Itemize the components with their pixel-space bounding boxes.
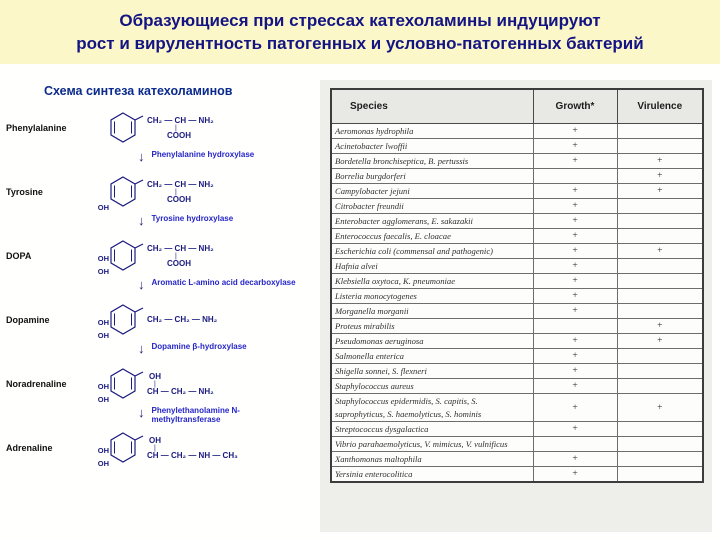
table-row [331, 169, 703, 184]
table-row [331, 124, 703, 139]
ring-oh-labels: OH [97, 203, 109, 212]
virulence-cell [617, 304, 703, 319]
species-cell: Acinetobacter lwoffii [331, 139, 533, 154]
side-chain-formula: CH₂ — CH — NH₂ | COOH [147, 180, 214, 205]
enzyme-label: Dopamine β-hydroxylase [151, 342, 247, 351]
growth-cell: + [533, 199, 617, 214]
compound-name: Tyrosine [6, 187, 43, 197]
growth-cell: + [533, 259, 617, 274]
species-cell: Xanthomonas maltophila [331, 452, 533, 467]
growth-cell [533, 319, 617, 334]
growth-cell: + [533, 364, 617, 379]
virulence-cell [617, 364, 703, 379]
table-row [331, 244, 703, 259]
species-cell: Citrobacter freundii [331, 199, 533, 214]
column-header-growth: Growth* [533, 89, 617, 124]
pathway-compound-phenylalanine [6, 106, 326, 150]
species-cell: Aeromonas hydrophila [331, 124, 533, 139]
virulence-cell [617, 467, 703, 483]
growth-cell: + [533, 467, 617, 483]
column-header-species: Species [331, 89, 533, 124]
growth-cell: + [533, 289, 617, 304]
down-arrow-icon: ↓ [138, 149, 145, 164]
side-chain-formula: OH | CH — CH₂ — NH₂ [147, 372, 214, 397]
compound-name: Adrenaline [6, 443, 53, 453]
table-row [331, 154, 703, 169]
pathway-compound-tyrosine [6, 170, 326, 214]
species-cell: Morganella morganii [331, 304, 533, 319]
slide-title-line-1: Образующиеся при стрессах катехоламины индуцируют [119, 10, 601, 30]
table-row [331, 394, 703, 422]
virulence-cell [617, 274, 703, 289]
growth-cell: + [533, 394, 617, 422]
table-row [331, 319, 703, 334]
species-table [330, 88, 704, 483]
ring-oh-labels: OH OH [97, 254, 109, 276]
virulence-cell [617, 289, 703, 304]
table-row [331, 229, 703, 244]
species-cell: Pseudomonas aeruginosa [331, 334, 533, 349]
table-row [331, 214, 703, 229]
species-cell: Escherichia coli (commensal and pathogenic) [331, 244, 533, 259]
growth-cell: + [533, 154, 617, 169]
species-cell: Proteus mirabilis [331, 319, 533, 334]
species-cell: Bordetella bronchiseptica, B. pertussis [331, 154, 533, 169]
virulence-cell [617, 349, 703, 364]
growth-cell: + [533, 139, 617, 154]
virulence-cell [617, 452, 703, 467]
species-cell: Hafnia alvei [331, 259, 533, 274]
down-arrow-icon: ↓ [138, 341, 145, 356]
benzene-ring-icon [110, 432, 144, 464]
species-cell: Vibrio parahaemolyticus, V. mimicus, V. vulnificus [331, 437, 533, 452]
virulence-cell [617, 199, 703, 214]
compound-name: Noradrenaline [6, 379, 67, 389]
growth-cell: + [533, 379, 617, 394]
growth-cell: + [533, 349, 617, 364]
virulence-cell: + [617, 169, 703, 184]
growth-cell: + [533, 184, 617, 199]
species-cell: Campylobacter jejuni [331, 184, 533, 199]
table-row [331, 364, 703, 379]
growth-cell: + [533, 334, 617, 349]
pathway-compound-dopamine [6, 298, 326, 342]
column-header-virulence: Virulence [617, 89, 703, 124]
slide-title [0, 0, 720, 64]
table-row [331, 452, 703, 467]
growth-cell: + [533, 229, 617, 244]
side-chain-formula: CH₂ — CH — NH₂ | COOH [147, 116, 214, 141]
virulence-cell [617, 214, 703, 229]
ring-oh-labels: OH OH [97, 318, 109, 340]
virulence-cell: + [617, 154, 703, 169]
down-arrow-icon: ↓ [138, 277, 145, 292]
pathway-compound-adrenaline [6, 426, 326, 470]
table-row [331, 274, 703, 289]
ring-oh-labels [94, 108, 109, 148]
ring-oh-labels: OH OH [97, 446, 109, 468]
species-cell: Staphylococcus epidermidis, S. capitis, S. saprophyticus, S. haemolyticus, S. hominis [331, 394, 533, 422]
virulence-cell [617, 379, 703, 394]
growth-cell: + [533, 422, 617, 437]
table-row [331, 304, 703, 319]
virulence-cell [617, 422, 703, 437]
virulence-cell: + [617, 184, 703, 199]
pathway-step [6, 278, 326, 298]
growth-cell [533, 169, 617, 184]
species-cell: Listeria monocytogenes [331, 289, 533, 304]
compound-name: Dopamine [6, 315, 50, 325]
table-row [331, 259, 703, 274]
species-cell: Enterococcus faecalis, E. cloacae [331, 229, 533, 244]
pathway-step [6, 406, 326, 426]
down-arrow-icon: ↓ [138, 405, 145, 420]
slide-title-line-2: рост и вирулентность патогенных и условно-патогенных бактерий [76, 33, 644, 53]
virulence-cell [617, 124, 703, 139]
growth-cell: + [533, 214, 617, 229]
pathway-compound-dopa [6, 234, 326, 278]
catecholamine-pathway-diagram [6, 106, 326, 470]
pathway-step [6, 150, 326, 170]
table-row [331, 199, 703, 214]
pathway-compound-noradrenaline [6, 362, 326, 406]
enzyme-label: Tyrosine hydroxylase [151, 214, 234, 223]
table-header-row [331, 89, 703, 124]
species-cell: Klebsiella oxytoca, K. pneumoniae [331, 274, 533, 289]
pathway-step [6, 214, 326, 234]
virulence-cell [617, 437, 703, 452]
virulence-cell: + [617, 244, 703, 259]
virulence-cell: + [617, 319, 703, 334]
growth-cell [533, 437, 617, 452]
down-arrow-icon: ↓ [138, 213, 145, 228]
benzene-ring-icon [110, 176, 144, 208]
virulence-cell: + [617, 394, 703, 422]
side-chain-formula: CH₂ — CH — NH₂ | COOH [147, 244, 214, 269]
species-cell: Staphylococcus aureus [331, 379, 533, 394]
table-row [331, 422, 703, 437]
species-cell: Shigella sonnei, S. flexneri [331, 364, 533, 379]
table-row [331, 379, 703, 394]
table-row [331, 139, 703, 154]
species-cell: Salmonella enterica [331, 349, 533, 364]
growth-cell: + [533, 244, 617, 259]
species-cell: Enterobacter agglomerans, E. sakazakii [331, 214, 533, 229]
table-row [331, 184, 703, 199]
growth-cell: + [533, 304, 617, 319]
enzyme-label: Phenylalanine hydroxylase [151, 150, 255, 159]
benzene-ring-icon [110, 368, 144, 400]
table-row [331, 334, 703, 349]
growth-cell: + [533, 274, 617, 289]
virulence-cell [617, 229, 703, 244]
virulence-cell [617, 259, 703, 274]
side-chain-formula: OH | CH — CH₂ — NH — CH₃ [147, 436, 238, 461]
pathway-step [6, 342, 326, 362]
compound-name: DOPA [6, 251, 32, 261]
species-cell: Yersinia enterocolitica [331, 467, 533, 483]
virulence-cell: + [617, 334, 703, 349]
species-cell: Streptococcus dysgalactica [331, 422, 533, 437]
growth-cell: + [533, 452, 617, 467]
growth-cell: + [533, 124, 617, 139]
ring-oh-labels: OH OH [97, 382, 109, 404]
enzyme-label: Aromatic L-amino acid decarboxylase [151, 278, 296, 287]
side-chain-formula: CH₂ — CH₂ — NH₂ [147, 315, 218, 324]
scheme-title: Схема синтеза катехоламинов [44, 84, 233, 98]
table-row [331, 467, 703, 483]
benzene-ring-icon [110, 112, 144, 144]
enzyme-label: Phenylethanolamine N-methyltransferase [151, 406, 240, 424]
species-cell: Borrelia burgdorferi [331, 169, 533, 184]
table-row [331, 289, 703, 304]
compound-name: Phenylalanine [6, 123, 67, 133]
benzene-ring-icon [110, 240, 144, 272]
table-row [331, 349, 703, 364]
table-row [331, 437, 703, 452]
benzene-ring-icon [110, 304, 144, 336]
virulence-cell [617, 139, 703, 154]
